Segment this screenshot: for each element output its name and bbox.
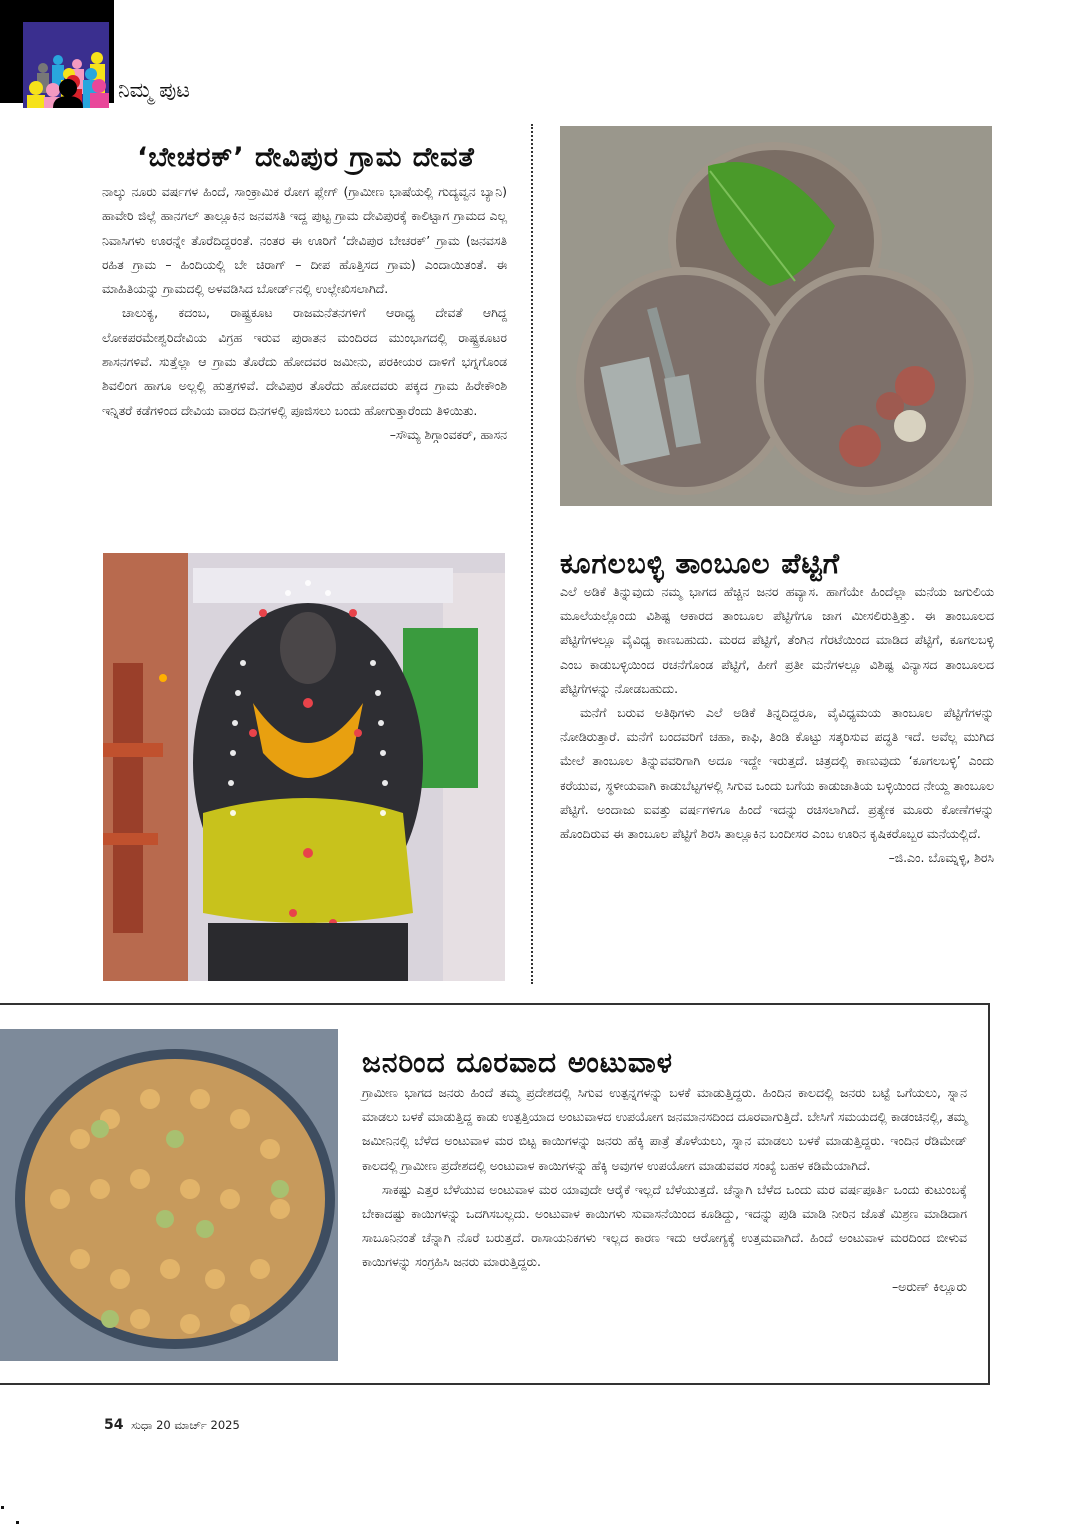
tambula-basket-photo xyxy=(560,126,992,506)
article-2-body xyxy=(560,580,994,870)
page-footer xyxy=(104,1417,240,1433)
article-2-paragraph: ಮನೆಗೆ ಬರುವ ಅತಿಥಿಗಳು ಎಲೆ ಅಡಿಕೆ ತಿನ್ನದಿದ್ದರೂ, ವೈವಿಧ್ಯಮಯ ತಾಂಬೂಲ ಪೆಟ್ಟಿಗೆಗಳನ್ನು ನೋಡಿರುತ್ತಾರೆ. ಮನೆಗೆ ಬಂದವರಿಗೆ ಚಹಾ, ಕಾಫಿ, ತಿಂಡಿ ಕೊಟ್ಟು ಸತ್ಕರಿಸುವ ಪದ್ಧತಿ ಇದೆ. ಅವೆಲ್ಲ ಮುಗಿದ ಮೇಲೆ ತಾಂಬೂಲ ತಿನ್ನುವವರಿಗಾಗಿ ಅದೂ ಇದ್ದೇ ಇರುತ್ತದೆ. ಚಿತ್ರದಲ್ಲಿ ಕಾಣುವುದು ‘ಕೂಗಲಬಳ್ಳಿ’ ಎಂದು ಕರೆಯುವ, ಸ್ಥಳೀಯವಾಗಿ ಕಾಡುಬೆಟ್ಟಗಳಲ್ಲಿ ಸಿಗುವ ಒಂದು ಬಗೆಯ ಕಾಡುಜಾತಿಯ ಬಳ್ಳಿಯಿಂದ ನೇಯ್ದ ತಾಂಬೂಲ ಪೆಟ್ಟಿಗೆ. ಅಂದಾಜು ಐವತ್ತು ವರ್ಷಗಳಿಗೂ ಹಿಂದೆ ಇದನ್ನು ರಚಿಸಲಾಗಿದೆ. ಪ್ರತ್ಯೇಕ ಮೂರು ಕೋಣೆಗಳನ್ನು ಹೊಂದಿರುವ ಈ ತಾಂಬೂಲ ಪೆಟ್ಟಿಗೆ ಶಿರಸಿ ತಾಲ್ಲೂಕಿನ ಬಂದೀಸರ ಎಂಬ ಊರಿನ ಕೃಷಿಕರೊಬ್ಬರ ಮನೆಯಲ್ಲಿದೆ. xyxy=(560,705,994,842)
crop-mark xyxy=(16,1521,19,1524)
temple-deity-photo xyxy=(103,553,505,981)
article-2-title: ಕೂಗಲಬಳ್ಳಿ ತಾಂಬೂಲ ಪೆಟ್ಟಿಗೆ xyxy=(560,546,840,580)
issue-date: 20 ಮಾರ್ಚ್ 2025 xyxy=(156,1418,240,1432)
soapnut-photo xyxy=(0,1029,338,1361)
column-divider xyxy=(531,124,533,984)
article-1-paragraph: ಚಾಲುಕ್ಯ, ಕದಂಬ, ರಾಷ್ಟ್ರಕೂಟ ರಾಜಮನೆತನಗಳಿಗೆ ಆರಾಧ್ಯ ದೇವತೆ ಆಗಿದ್ದ ಲೋಕಪರಮೇಶ್ವರಿದೇವಿಯ ವಿಗ್ರಹ ಇರುವ ಪುರಾತನ ಮಂದಿರದ ಮುಂಭಾಗದಲ್ಲಿ ರಾಷ್ಟ್ರಕೂಟರ ಶಾಸನಗಳಿವೆ. ಸುತ್ತೆಲ್ಲಾ ಆ ಗ್ರಾಮ ತೊರೆದು ಹೋದವರ ಜಮೀನು, ಪರಕೀಯರ ದಾಳಿಗೆ ಭಗ್ನಗೊಂಡ ಶಿವಲಿಂಗ ಹಾಗೂ ಅಲ್ಲಲ್ಲಿ ಹುತ್ತಗಳಿವೆ. ದೇವಿಪುರ ತೊರೆದು ಹೋದವರು ಪಕ್ಕದ ಗ್ರಾಮ ಹಿರೇಕೌಂಶಿ ಇನ್ನಿತರೆ ಕಡೆಗಳಿಂದ ದೇವಿಯ ವಾರದ ದಿನಗಳಲ್ಲಿ ಪೂಜಿಸಲು ಬಂದು ಹೋಗುತ್ತಾರೆಂದು ತಿಳಿಯಿತು. xyxy=(102,305,507,418)
page-number: 54 xyxy=(104,1417,124,1433)
article-2-byline: –ಜಿ.ಎಂ. ಬೊಮ್ನಳ್ಳಿ, ಶಿರಸಿ xyxy=(888,850,994,866)
nimma-puta-logo xyxy=(23,22,109,108)
section-label: ನಿಮ್ಮ ಪುಟ xyxy=(118,78,190,102)
article-3-byline: –ಅರುಣ್ ಕಿಲ್ಲೂರು xyxy=(891,1278,967,1294)
crop-mark xyxy=(1,1506,4,1509)
article-1-body xyxy=(102,180,507,447)
article-1-paragraph: ನಾಲ್ಕು ನೂರು ವರ್ಷಗಳ ಹಿಂದೆ, ಸಾಂಕ್ರಾಮಿಕ ರೋಗ ಪ್ಲೇಗ್ (ಗ್ರಾಮೀಣ ಭಾಷೆಯಲ್ಲಿ ಗುದ್ಯವ್ವನ ಬ್ಯಾನಿ) ಹಾವೇರಿ ಜಿಲ್ಲೆ ಹಾನಗಲ್ ತಾಲ್ಲೂಕಿನ ಜನವಸತಿ ಇದ್ದ ಪುಟ್ಟ ಗ್ರಾಮ ದೇವಿಪುರಕ್ಕೆ ಕಾಲಿಟ್ಟಾಗ ಗ್ರಾಮದ ಎಲ್ಲ ನಿವಾಸಿಗಳು ಊರನ್ನೇ ತೊರೆದಿದ್ದರಂತೆ. ನಂತರ ಈ ಊರಿಗೆ ‘ದೇವಿಪುರ ಬೇಚರಕ್’ ಗ್ರಾಮ (ಜನವಸತಿ ರಹಿತ ಗ್ರಾಮ – ಹಿಂದಿಯಲ್ಲಿ ಬೇ ಚಿರಾಗ್ – ದೀಪ ಹೊತ್ತಿಸದ ಗ್ರಾಮ) ಎಂದಾಯಿತಂತೆ. ಈ ಮಾಹಿತಿಯನ್ನು ಗ್ರಾಮದಲ್ಲಿ ಅಳವಡಿಸಿದ ಬೋರ್ಡ್‌ನಲ್ಲಿ ಉಲ್ಲೇಖಿಸಲಾಗಿದೆ. xyxy=(102,184,507,297)
article-2-paragraph: ಎಲೆ ಅಡಿಕೆ ತಿನ್ನುವುದು ನಮ್ಮ ಭಾಗದ ಹೆಚ್ಚಿನ ಜನರ ಹವ್ಯಾಸ. ಹಾಗೆಯೇ ಹಿಂದೆಲ್ಲಾ ಮನೆಯ ಜಗುಲಿಯ ಮೂಲೆಯಲ್ಲೊಂದು ವಿಶಿಷ್ಟ ಆಕಾರದ ತಾಂಬೂಲ ಪೆಟ್ಟಿಗೆಗೂ ಜಾಗ ಮೀಸಲಿರುತ್ತಿತ್ತು. ಈ ತಾಂಬೂಲದ ಪೆಟ್ಟಿಗೆಗಳಲ್ಲೂ ವೈವಿಧ್ಯ ಕಾಣಬಹುದು. ಮರದ ಪೆಟ್ಟಿಗೆ, ತೆಂಗಿನ ಗೆರಟೆಯಿಂದ ಮಾಡಿದ ಪೆಟ್ಟಿಗೆ, ಕೂಗಲಬಳ್ಳಿ ಎಂಬ ಕಾಡುಬಳ್ಳಿಯಿಂದ ರಚನೆಗೊಂಡ ಪೆಟ್ಟಿಗೆ, ಹೀಗೆ ಪ್ರತೀ ಮನೆಗಳಲ್ಲೂ ವಿಶಿಷ್ಟ ವಿನ್ಯಾಸದ ತಾಂಬೂಲದ ಪೆಟ್ಟಿಗೆಗಳನ್ನು ನೋಡಬಹುದು. xyxy=(560,584,994,696)
article-3-paragraph: ಸಾಕಷ್ಟು ಎತ್ತರ ಬೆಳೆಯುವ ಅಂಟುವಾಳ ಮರ ಯಾವುದೇ ಆರೈಕೆ ಇಲ್ಲದೆ ಬೆಳೆಯುತ್ತದೆ. ಚೆನ್ನಾಗಿ ಬೆಳೆದ ಒಂದು ಮರ ವರ್ಷಪೂರ್ತಿ ಒಂದು ಕುಟುಂಬಕ್ಕೆ ಬೇಕಾದಷ್ಟು ಕಾಯಿಗಳನ್ನು ಒದಗಿಸಬಲ್ಲದು. ಅಂಟುವಾಳ ಕಾಯಿಗಳು ಸುವಾಸನೆಯಿಂದ ಕೂಡಿದ್ದು, ಇದನ್ನು ಪುಡಿ ಮಾಡಿ ನೀರಿನ ಜೊತೆ ಮಿಶ್ರಣ ಮಾಡಿದಾಗ ಸಾಬೂನಿನಂತೆ ಚೆನ್ನಾಗಿ ನೊರೆ ಬರುತ್ತದೆ. ರಾಸಾಯನಿಕಗಳು ಇಲ್ಲದ ಕಾರಣ ಇದು ಆರೋಗ್ಯಕ್ಕೆ ಉತ್ತಮವಾಗಿದೆ. ಹಿಂದೆ ಅಂಟುವಾಳ ಮರದಿಂದ ಬೀಳುವ ಕಾಯಿಗಳನ್ನು ಸಂಗ್ರಹಿಸಿ ಜನರು ಮಾರುತ್ತಿದ್ದರು. xyxy=(362,1181,967,1270)
article-1-title: ‘ಬೇಚರಕ್’ ದೇವಿಪುರ ಗ್ರಾಮ ದೇವತೆ xyxy=(137,142,475,174)
article-3-title: ಜನರಿಂದ ದೂರವಾದ ಅಂಟುವಾಳ xyxy=(362,1045,673,1079)
article-3-paragraph: ಗ್ರಾಮೀಣ ಭಾಗದ ಜನರು ಹಿಂದೆ ತಮ್ಮ ಪ್ರದೇಶದಲ್ಲಿ ಸಿಗುವ ಉತ್ಪನ್ನಗಳನ್ನು ಬಳಕೆ ಮಾಡುತ್ತಿದ್ದರು. ಹಿಂದಿನ ಕಾಲದಲ್ಲಿ ಜನರು ಬಟ್ಟೆ ಒಗೆಯಲು, ಸ್ನಾನ ಮಾಡಲು ಬಳಕೆ ಮಾಡುತ್ತಿದ್ದ ಕಾಡು ಉತ್ಪತ್ತಿಯಾದ ಅಂಟುವಾಳದ ಉಪಯೋಗ ಜನಮಾನಸದಿಂದ ದೂರವಾಗುತ್ತಿದೆ. ಬೇಸಿಗೆ ಸಮಯದಲ್ಲಿ ಕಾಡಂಚಿನಲ್ಲಿ, ತಮ್ಮ ಜಮೀನಿನಲ್ಲಿ ಬೆಳೆದ ಅಂಟುವಾಳ ಮರ ಬಿಟ್ಟ ಕಾಯಿಗಳನ್ನು ಜನರು ಹೆಕ್ಕಿ ಪಾತ್ರೆ ತೊಳೆಯಲು, ಸ್ನಾನ ಮಾಡಲು ಬಳಕೆ ಮಾಡುತ್ತಿದ್ದರು. ಇಂದಿನ ರೆಡಿಮೇಡ್ ಕಾಲದಲ್ಲಿ ಗ್ರಾಮೀಣ ಪ್ರದೇಶದಲ್ಲಿ ಅಂಟುವಾಳ ಕಾಯಿಗಳನ್ನು ಹೆಕ್ಕಿ ಅವುಗಳ ಉಪಯೋಗ ಮಾಡುವವರ ಸಂಖ್ಯೆ ಬಹಳ ಕಡಿಮೆಯಾಗಿದೆ. xyxy=(362,1085,967,1173)
magazine-name: ಸುಧಾ xyxy=(131,1418,153,1432)
article-1-byline: –ಸೌಮ್ಯ ಶಿಗ್ಗಾಂವಕರ್, ಹಾಸನ xyxy=(389,426,507,442)
article-3-body xyxy=(362,1081,967,1299)
